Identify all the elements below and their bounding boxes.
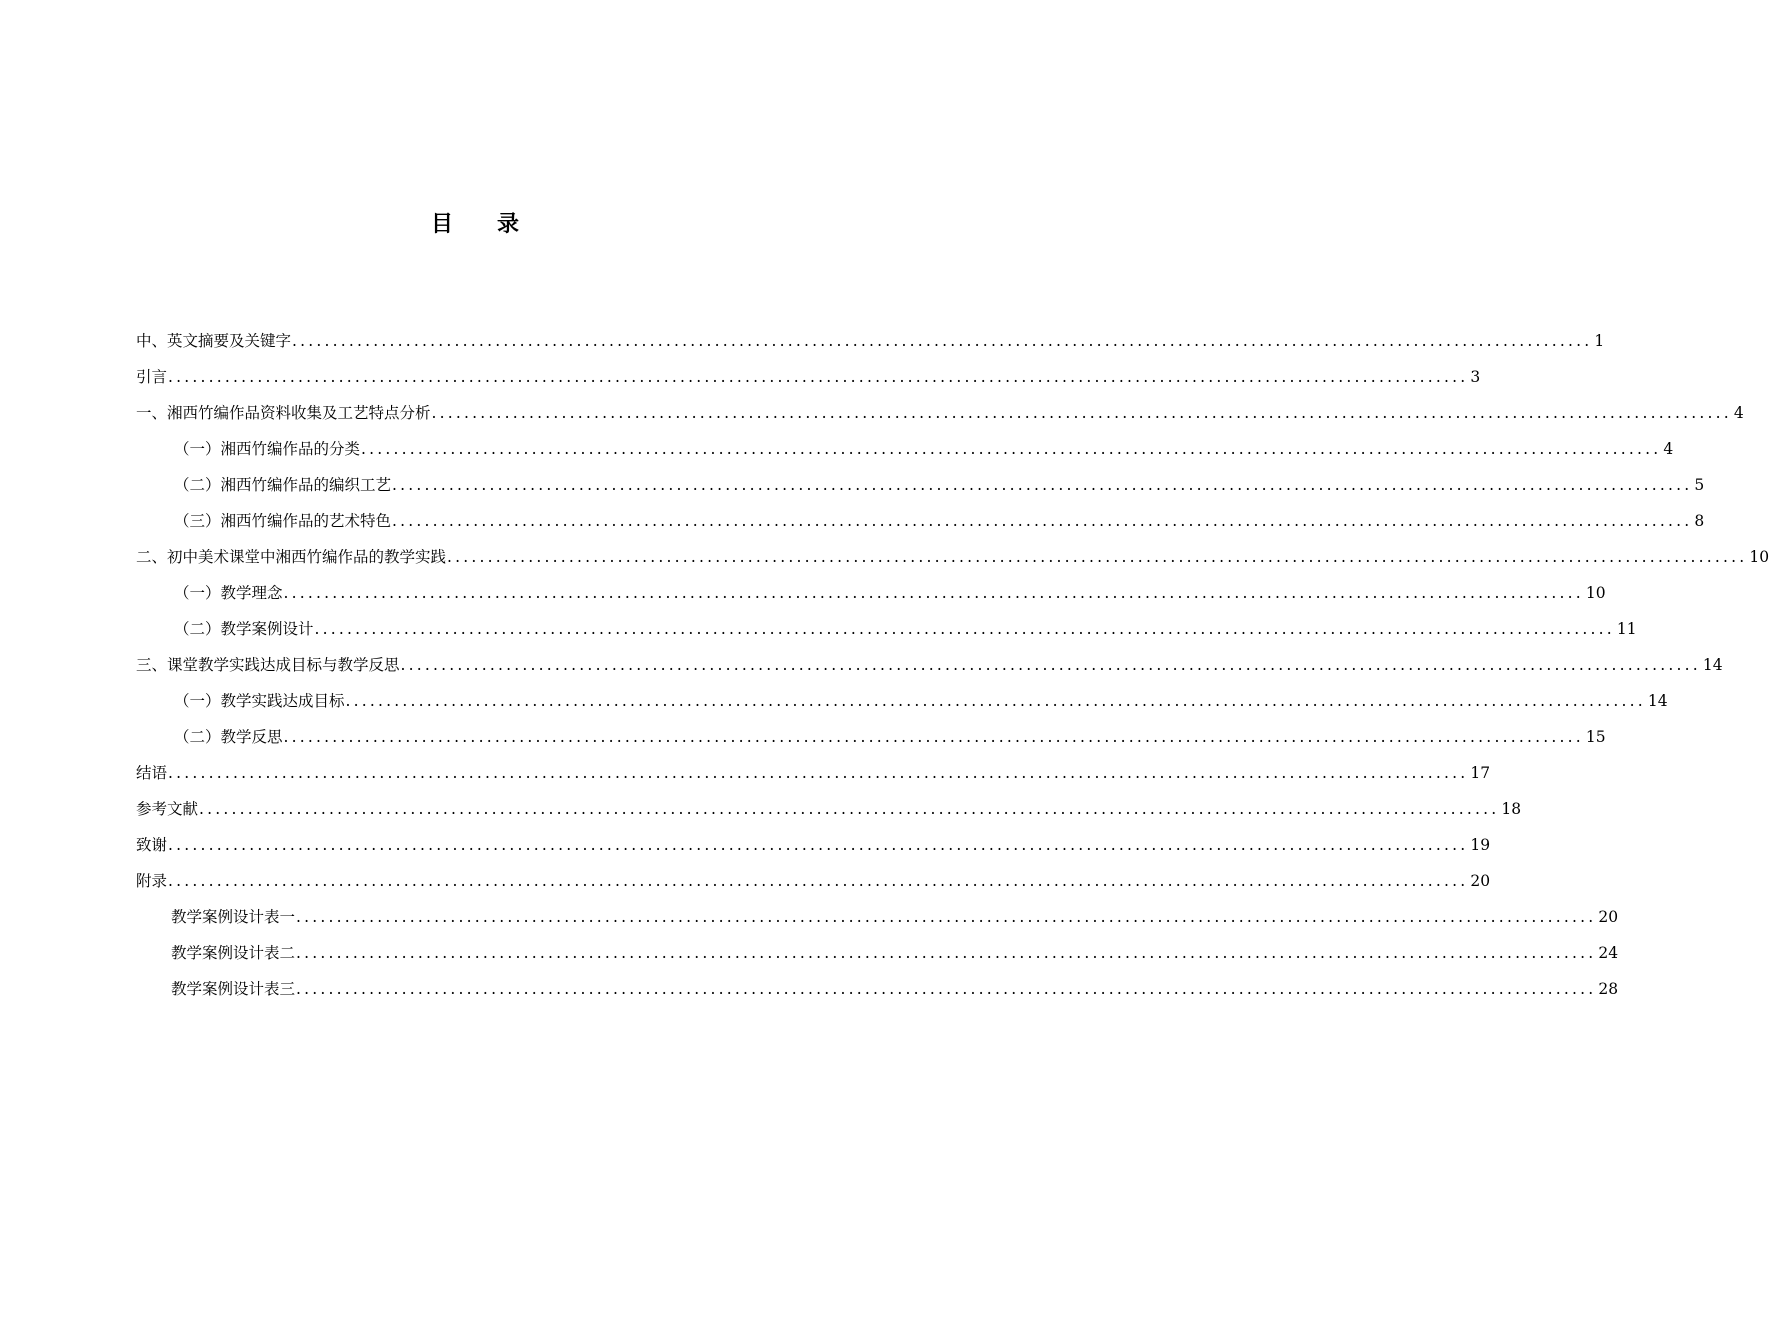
toc-page-number: 20 <box>1470 872 1491 890</box>
table-of-contents <box>136 323 1769 1007</box>
toc-leader: ................................................................................................................................................................ <box>400 656 1701 674</box>
toc-entry-label: 教学案例设计表三 <box>171 980 296 998</box>
toc-leader: ................................................................................................................................................................ <box>314 620 1615 638</box>
toc-entry-label: （二）教学反思 <box>174 728 283 746</box>
toc-page-number: 8 <box>1694 512 1705 530</box>
toc-leader: ................................................................................................................................................................ <box>292 332 1593 350</box>
toc-entry-label: 引言 <box>136 368 168 386</box>
toc-leader: ................................................................................................................................................................ <box>168 368 1469 386</box>
toc-leader: ................................................................................................................................................................ <box>199 800 1500 818</box>
toc-leader: ................................................................................................................................................................ <box>392 476 1693 494</box>
toc-page-number: 24 <box>1598 944 1619 962</box>
toc-entry[interactable] <box>136 755 1491 791</box>
toc-page-number: 14 <box>1702 656 1723 674</box>
toc-leader: ................................................................................................................................................................ <box>431 404 1732 422</box>
toc-entry[interactable] <box>136 611 1637 647</box>
toc-page-number: 4 <box>1663 440 1674 458</box>
toc-leader: ................................................................................................................................................................ <box>296 944 1597 962</box>
toc-entry-label: （一）教学实践达成目标 <box>174 692 345 710</box>
toc-entry-label: 三、课堂教学实践达成目标与教学反思 <box>136 656 400 674</box>
toc-entry-label: （二）湘西竹编作品的编织工艺 <box>174 476 392 494</box>
toc-leader: ................................................................................................................................................................ <box>296 908 1597 926</box>
toc-page-number: 17 <box>1470 764 1491 782</box>
toc-entry-label: 二、初中美术课堂中湘西竹编作品的教学实践 <box>136 548 447 566</box>
toc-entry-label: 中、英文摘要及关键字 <box>136 332 292 350</box>
toc-entry[interactable] <box>136 323 1605 359</box>
toc-leader: ................................................................................................................................................................ <box>296 980 1597 998</box>
toc-page-number: 19 <box>1470 836 1491 854</box>
toc-entry-label: （三）湘西竹编作品的艺术特色 <box>174 512 392 530</box>
toc-entry[interactable] <box>136 935 1619 971</box>
toc-entry[interactable] <box>136 863 1491 899</box>
toc-entry[interactable] <box>136 719 1606 755</box>
toc-page-number: 28 <box>1598 980 1619 998</box>
toc-entry-label: （二）教学案例设计 <box>174 620 314 638</box>
toc-page-number: 1 <box>1594 332 1605 350</box>
page-title <box>0 210 950 240</box>
toc-entry[interactable] <box>136 359 1481 395</box>
toc-entry[interactable] <box>136 467 1705 503</box>
toc-entry-label: 教学案例设计表二 <box>171 944 296 962</box>
toc-entry[interactable] <box>136 971 1619 1007</box>
toc-leader: ................................................................................................................................................................ <box>168 836 1469 854</box>
toc-entry[interactable] <box>136 395 1744 431</box>
toc-leader: ................................................................................................................................................................ <box>447 548 1748 566</box>
toc-leader: ................................................................................................................................................................ <box>168 764 1469 782</box>
toc-page-number: 15 <box>1585 728 1606 746</box>
toc-leader: ................................................................................................................................................................ <box>283 728 1584 746</box>
toc-entry-label: （一）湘西竹编作品的分类 <box>174 440 361 458</box>
toc-entry[interactable] <box>136 575 1606 611</box>
toc-leader: ................................................................................................................................................................ <box>392 512 1693 530</box>
toc-entry[interactable] <box>136 647 1723 683</box>
toc-entry[interactable] <box>136 899 1619 935</box>
toc-page-number: 5 <box>1694 476 1705 494</box>
toc-entry-label: （一）教学理念 <box>174 584 283 602</box>
toc-entry[interactable] <box>136 791 1522 827</box>
toc-leader: ................................................................................................................................................................ <box>345 692 1646 710</box>
toc-entry-label: 附录 <box>136 872 168 890</box>
toc-page-number: 18 <box>1501 800 1522 818</box>
toc-page-number: 10 <box>1585 584 1606 602</box>
toc-leader: ................................................................................................................................................................ <box>168 872 1469 890</box>
toc-page-number: 14 <box>1647 692 1668 710</box>
toc-entry[interactable] <box>136 683 1668 719</box>
toc-page-number: 3 <box>1470 368 1481 386</box>
title-char-left: 目 <box>430 212 453 237</box>
toc-leader: ................................................................................................................................................................ <box>361 440 1662 458</box>
toc-entry-label: 致谢 <box>136 836 168 854</box>
toc-entry[interactable] <box>136 539 1769 575</box>
toc-leader: ................................................................................................................................................................ <box>283 584 1584 602</box>
toc-entry-label: 教学案例设计表一 <box>171 908 296 926</box>
toc-page-number: 4 <box>1733 404 1744 422</box>
toc-entry-label: 参考文献 <box>136 800 199 818</box>
toc-entry-label: 结语 <box>136 764 168 782</box>
toc-page-number: 11 <box>1616 620 1637 638</box>
toc-page-number: 10 <box>1749 548 1769 566</box>
toc-entry-label: 一、湘西竹编作品资料收集及工艺特点分析 <box>136 404 431 422</box>
title-char-right: 录 <box>497 212 520 237</box>
toc-entry[interactable] <box>136 503 1705 539</box>
toc-page-number: 20 <box>1598 908 1619 926</box>
toc-entry[interactable] <box>136 827 1491 863</box>
toc-entry[interactable] <box>136 431 1674 467</box>
